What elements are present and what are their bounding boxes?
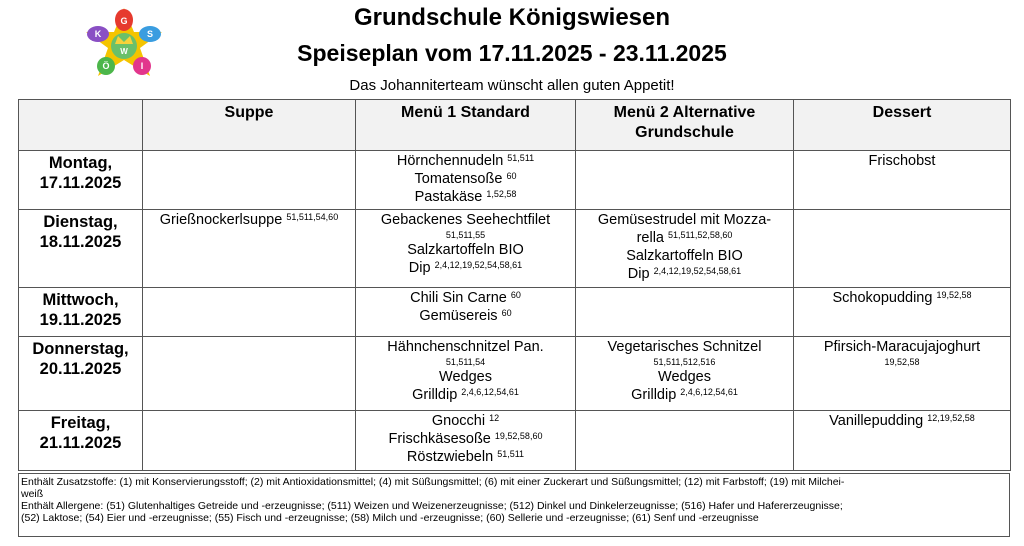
day-cell <box>19 151 143 210</box>
allergen-codes: 51,511 <box>497 449 525 459</box>
dish-name: Dip <box>408 260 431 276</box>
header-dessert: Dessert <box>794 100 1011 151</box>
day-date: 17.11.2025 <box>39 174 122 192</box>
suppe-cell <box>143 411 356 471</box>
dish-line <box>578 265 791 283</box>
dish-line <box>358 170 573 188</box>
logo-letter: Ö <box>102 61 110 71</box>
dish-line <box>578 368 791 386</box>
dish-line <box>358 188 573 206</box>
dish-name: Schokopudding <box>832 290 933 306</box>
table-row <box>19 337 1011 411</box>
dish-name: Gnocchi <box>431 413 486 429</box>
allergen-codes: 19,52,58 <box>936 290 972 300</box>
allergen-codes: 19,52,58 <box>884 357 920 367</box>
menu1-cell <box>356 210 576 288</box>
dish-name: Salzkartoffeln BIO <box>407 242 524 258</box>
dish-line <box>578 356 791 368</box>
dish-line <box>796 289 1008 307</box>
table-header-row <box>19 100 1011 151</box>
dish-name: Gemüsereis <box>419 308 498 324</box>
dish-line <box>358 448 573 466</box>
header-menu1: Menü 1 Standard <box>356 100 576 151</box>
legend-additives-cont: weiß <box>21 488 44 500</box>
table-row <box>19 288 1011 337</box>
dish-line <box>358 368 573 386</box>
dish-name: Pfirsich-Maracujajoghurt <box>823 339 981 355</box>
logo-letter: I <box>140 61 144 71</box>
suppe-cell <box>143 210 356 288</box>
dish-line <box>578 386 791 404</box>
header-suppe: Suppe <box>143 100 356 151</box>
suppe-cell <box>143 151 356 210</box>
dish-name: Röstzwiebeln <box>406 449 494 465</box>
menu2-cell <box>576 411 794 471</box>
dish-line <box>358 412 573 430</box>
menu2-cell <box>576 210 794 288</box>
dish-line <box>578 229 791 247</box>
greeting-text: Das Johanniterteam wünscht allen guten Appetit! <box>349 77 675 94</box>
menu2-cell <box>576 151 794 210</box>
table-row <box>19 411 1011 471</box>
page-title: Grundschule Königswiesen <box>353 4 671 31</box>
dish-line <box>358 259 573 277</box>
allergen-codes: 51,511,54,60 <box>286 212 339 222</box>
dish-line <box>358 356 573 368</box>
dish-name: Gebackenes Seehechtfilet <box>380 212 551 228</box>
page-subtitle: Speiseplan vom 17.11.2025 - 23.11.2025 <box>297 40 727 66</box>
legend-allergens: Enthält Allergene: (51) Glutenhaltiges Getreide und -erzeugnisse; (511) Weizen und Weizenerzeugnisse; (512) Dinkel und Dinkelerzeugnisse; (516) Hafer und Hafererzeugnisse; <box>21 500 843 512</box>
dish-line <box>578 247 791 265</box>
allergen-codes: 60 <box>501 308 512 318</box>
dessert-cell <box>794 151 1011 210</box>
day-name: Donnerstag, <box>32 340 129 358</box>
logo-letter: K <box>94 29 102 39</box>
dish-name: Chili Sin Carne <box>410 290 507 306</box>
menu1-cell <box>356 411 576 471</box>
dish-line <box>578 211 791 229</box>
dish-name: Wedges <box>439 369 492 385</box>
day-date: 18.11.2025 <box>39 233 122 251</box>
menu1-cell <box>356 337 576 411</box>
menu1-cell <box>356 151 576 210</box>
dish-line <box>358 229 573 241</box>
dish-name: Frischobst <box>868 153 936 169</box>
allergen-codes: 60 <box>510 290 521 300</box>
logo-letter: W <box>120 47 128 56</box>
dish-name: Pastakäse <box>414 189 483 205</box>
dish-name: Grilldip <box>412 387 458 403</box>
dish-line <box>358 338 573 356</box>
dish-name: Vegetarisches Schnitzel <box>607 339 762 355</box>
dish-line <box>358 289 573 307</box>
dish-name: Tomatensoße <box>414 171 503 187</box>
allergen-codes: 51,511,55 <box>445 230 486 240</box>
dish-line <box>358 241 573 259</box>
day-cell <box>19 288 143 337</box>
dish-line <box>796 412 1008 430</box>
dessert-cell <box>794 337 1011 411</box>
allergen-codes: 51,511,52,58,60 <box>668 230 733 240</box>
day-date: 20.11.2025 <box>39 360 122 378</box>
table-row <box>19 210 1011 288</box>
table-row <box>19 151 1011 210</box>
menu2-cell <box>576 288 794 337</box>
dish-line <box>358 211 573 229</box>
dish-line <box>358 152 573 170</box>
menu-table <box>18 99 1011 471</box>
legend-allergens-cont: (52) Laktose; (54) Eier und -erzeugnisse; (55) Fisch und -erzeugnisse; (58) Milch und -erzeugnisse; (60) Sellerie und -erzeugnisse; (61) Senf und -erzeugnisse <box>21 512 759 524</box>
dish-name: Gemüsestrudel mit Mozza- <box>597 212 772 228</box>
day-date: 19.11.2025 <box>39 311 122 329</box>
dish-name: Frischkäsesoße <box>388 431 491 447</box>
allergen-codes: 2,4,12,19,52,54,58,61 <box>434 260 523 270</box>
allergen-codes: 19,52,58,60 <box>494 431 543 441</box>
day-cell <box>19 411 143 471</box>
logo-letter: S <box>146 29 154 39</box>
allergen-codes: 60 <box>506 171 517 181</box>
allergen-codes: 2,4,12,19,52,54,58,61 <box>653 266 742 276</box>
dish-name: Grießnockerlsuppe <box>159 212 283 228</box>
dish-line <box>796 356 1008 368</box>
allergen-codes: 2,4,6,12,54,61 <box>461 387 519 397</box>
day-cell <box>19 210 143 288</box>
day-name: Montag, <box>48 154 113 172</box>
dish-name: Salzkartoffeln BIO <box>626 248 743 264</box>
dish-line <box>145 211 353 229</box>
dessert-cell <box>794 411 1011 471</box>
dish-line <box>796 338 1008 356</box>
day-name: Freitag, <box>50 414 111 432</box>
day-cell <box>19 337 143 411</box>
header-day <box>19 100 143 151</box>
header-menu2: Menü 2 Alternative Grundschule <box>576 100 794 151</box>
dish-name: Wedges <box>658 369 711 385</box>
suppe-cell <box>143 337 356 411</box>
allergen-codes: 12,19,52,58 <box>927 413 975 423</box>
day-date: 21.11.2025 <box>39 434 122 452</box>
dish-name: rella <box>636 230 664 246</box>
allergen-codes: 1,52,58 <box>486 189 517 199</box>
dish-line <box>358 430 573 448</box>
day-name: Dienstag, <box>43 213 118 231</box>
dish-line <box>358 307 573 325</box>
legend <box>18 473 1010 537</box>
dish-name: Grilldip <box>631 387 677 403</box>
menu1-cell <box>356 288 576 337</box>
suppe-cell <box>143 288 356 337</box>
dessert-cell <box>794 210 1011 288</box>
allergen-codes: 51,511,54 <box>445 357 486 367</box>
allergen-codes: 51,511 <box>507 153 535 163</box>
dish-line <box>578 338 791 356</box>
dish-line <box>796 152 1008 170</box>
logo-letter: G <box>120 16 128 26</box>
legend-additives: Enthält Zusatzstoffe: (1) mit Konservierungsstoff; (2) mit Antioxidationsmittel; (4) mit Süßungsmittel; (6) mit einer Zuckerart und Süßungsmittel; (12) mit Farbstoff; (19) mit Milchei- <box>21 476 845 488</box>
allergen-codes: 12 <box>489 413 500 423</box>
dish-line <box>358 386 573 404</box>
dessert-cell <box>794 288 1011 337</box>
dish-name: Vanillepudding <box>829 413 924 429</box>
dish-name: Hähnchenschnitzel Pan. <box>387 339 544 355</box>
dish-name: Dip <box>627 266 650 282</box>
allergen-codes: 51,511,512,516 <box>653 357 716 367</box>
dish-name: Hörnchennudeln <box>396 153 504 169</box>
allergen-codes: 2,4,6,12,54,61 <box>680 387 738 397</box>
menu2-cell <box>576 337 794 411</box>
day-name: Mittwoch, <box>42 291 119 309</box>
